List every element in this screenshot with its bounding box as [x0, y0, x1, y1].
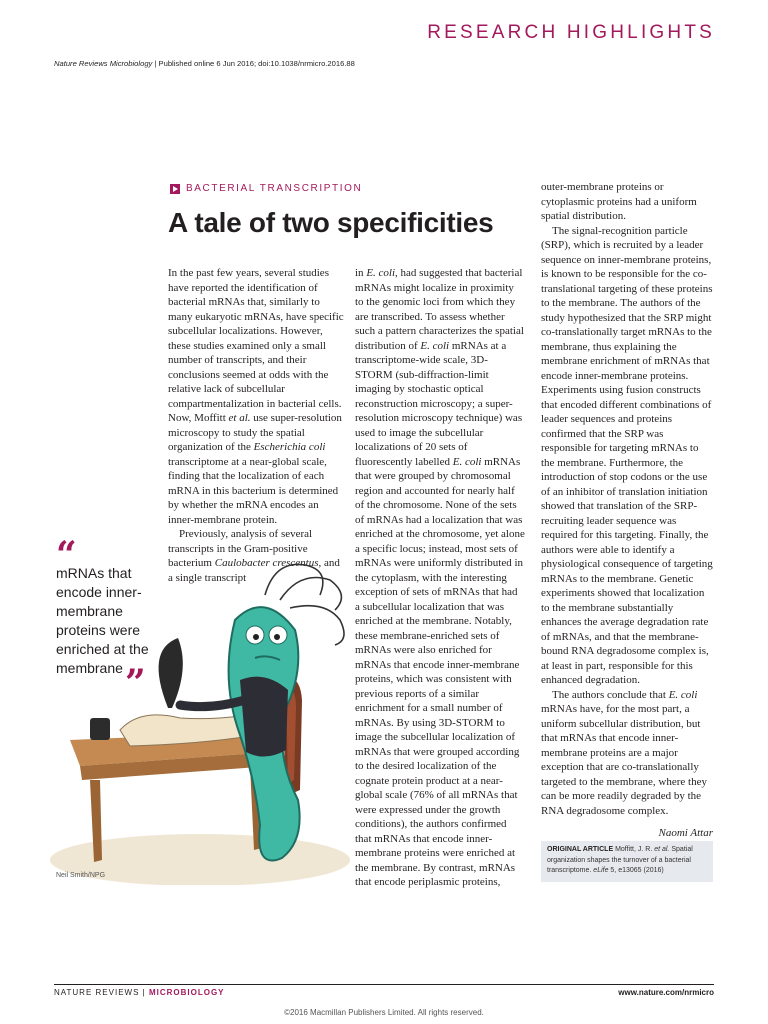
arrow-icon — [170, 184, 180, 194]
journal-name: Nature Reviews Microbiology — [54, 59, 153, 68]
quote-close-icon: ” — [125, 662, 146, 704]
publication-info: | Published online 6 Jun 2016; doi:10.1038/nrmicro.2016.88 — [152, 59, 355, 68]
paragraph: The signal-recognition particle (SRP), which is recruited by a leader sequence on inner-membrane proteins, is known to be responsible for the co-translational targeting of these proteins to the membrane. The authors of the study hypothesized that the SRP might co-translationally target mRNAs to the membrane, thus explaining the membrane enrichment of mRNAs that encode inner-membrane proteins. Experiments using fusion constructs that encoded different combinations of leader sequences and proteins confirmed that the SRP was responsible for targeting mRNAs to the membrane. Furthermore, the introduction of stop codons or the use of an inhibitor of translation initiation showed that translation of the SRP-recruiting leader sequence was required for this targeting. Finally, the authors were able to identify a physiological consequence of targeting mRNAs to the membrane. Genetic experiments showed that localization to the membrane substantially enhances the average degradation rate of mRNAs, and that the membrane-bound RNA degradosome complex is, at least in part, responsible for this enhanced degradation. — [541, 224, 713, 686]
footer-journal: NATURE REVIEWS | MICROBIOLOGY — [54, 988, 225, 997]
illustration-credit: Neil Smith/NPG — [56, 872, 106, 879]
footer-url[interactable]: www.nature.com/nrmicro — [618, 988, 714, 997]
article-column-1 — [168, 266, 346, 585]
paragraph: in E. coli, had suggested that bacterial mRNAs might localize in proximity to the genomic loci from which they are transcribed. To assess whether such a pattern characterizes the spatial distribution of E. coli mRNAs at a transcriptome-wide scale, 3D-STORM (sub-diffraction-limit imaging by stochastic optical reconstruction microscopy; a super-resolution microscopy technique) was used to image the subcellular localizations of 20 sets of fluorescently labelled E. coli mRNAs that were grouped by chromosomal region and accounted for nearly half of the chromosome. None of the sets of mRNAs had a localization that was enriched at the chromosome, yet alone a specific locus; instead, most sets of mRNAs were uniformly distributed in the cytoplasm, with the interesting exception of sets of mRNAs that had a subcellular localization that was enriched at the membrane. Notably, these membrane-enriched sets of mRNAs were also enriched for mRNAs that encode inner-membrane proteins, which was consistent with previous reports of a similar enrichment for a small number of mRNAs. By using 3D-STORM to image the subcellular localization of mRNAs that were grouped according to the desired localization of the cognate protein product at a near-global scale (76% of all mRNAs that were expressed under the growth conditions), the authors confirmed that mRNAs that encode inner-membrane proteins were enriched at the membrane. By contrast, mRNAs that encode periplasmic proteins, — [355, 267, 525, 888]
paragraph: The authors conclude that E. coli mRNAs have, for the most part, a uniform subcellular distribution, but that mRNAs that encode inner-membrane proteins are a major exception that are co-translationally targeted to the membrane, where they can be more readily degraded by the RNA degradosome complex. — [541, 688, 707, 817]
quote-open-icon: “ — [56, 534, 77, 576]
section-label-text: BACTERIAL TRANSCRIPTION — [186, 183, 363, 194]
journal-info — [54, 59, 355, 68]
author-name: Naomi Attar — [658, 827, 713, 839]
footer-divider — [54, 984, 714, 985]
original-article-box: ORIGINAL ARTICLE Moffitt, J. R. et al. Spatial organization shapes the turnover of a bacterial transcriptome. eLife 5, e13065 (2016) — [541, 841, 713, 882]
article-column-2 — [355, 266, 525, 890]
copyright-notice: ©2016 Macmillan Publishers Limited. All rights reserved. — [284, 1008, 484, 1017]
header-title: RESEARCH HIGHLIGHTS — [427, 22, 715, 43]
original-article-label: ORIGINAL ARTICLE — [547, 846, 614, 853]
paragraph: Previously, analysis of several transcripts in the Gram-positive bacterium Caulobacter crescentus, and a single transcript — [168, 528, 340, 584]
pull-quote — [56, 534, 164, 678]
paragraph: outer-membrane proteins or cytoplasmic proteins had a uniform spatial distribution. — [541, 181, 697, 222]
headline: A tale of two specificities — [168, 207, 494, 238]
section-label — [170, 183, 362, 194]
paragraph: In the past few years, several studies have reported the identification of bacterial mRNAs that, similarly to many eukaryotic mRNAs, have specific subcellular localizations. However, these studies examined only a small number of transcripts, and their conclusions seemed at odds with the relative lack of subcellular compartmentalization in bacterial cells. Now, Moffitt et al. use super-resolution microscopy to study the spatial organization of the Escherichia coli transcriptome at a near-global scale, finding that the localization of each mRNA in this bacterium is determined by whether the mRNA encodes an inner-membrane protein. — [168, 267, 344, 526]
pull-quote-text: mRNAs that encode inner-membrane proteins were enriched at the membrane — [56, 565, 149, 676]
article-column-3 — [541, 180, 713, 818]
